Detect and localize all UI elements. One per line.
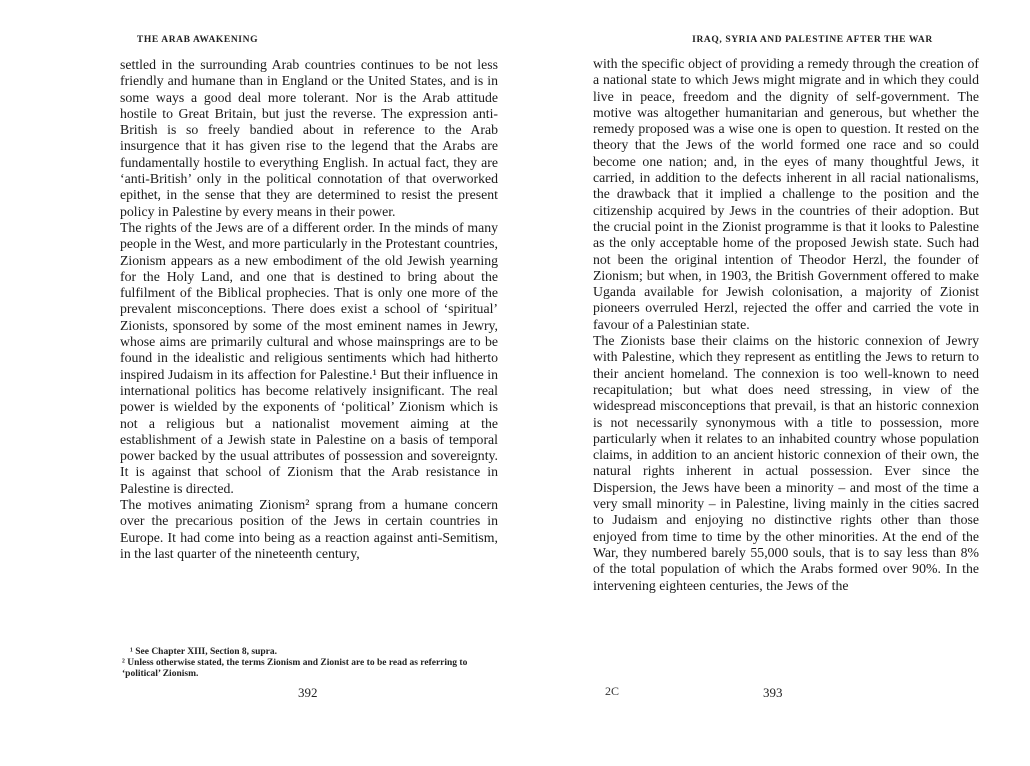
paragraph: settled in the surrounding Arab countries continues to be not less friendly and humane than in England or the United States, and is in some ways a good deal more tolerant. Nor is the Arab attitude hostile to Great Britain, but just the reverse. The expression anti-British is so freely bandied about in reference to the Arab insurgence that it has given rise to the legend that the Arabs are fundamentally hostile to everything English. In actual fact, they are ‘anti-British’ only in the political connotation of that overworked epithet, in the sense that they are determined to resist the present policy in Palestine by every means in their power. [120, 57, 498, 219]
body-text-right [593, 56, 979, 594]
paragraph: with the specific object of providing a remedy through the creation of a national state to which Jews might migrate and in which they could live in peace, freedom and the dignity of self-government. The motive was altogether humanitarian and generous, but whether the remedy proposed was a wise one is open to question. It rested on the theory that the Jews of the world formed one race and so could become one nation; and, in the eyes of many thoughtful Jews, it carried, in addition to the defects inherent in all racial nationalisms, the drawback that it implied a challenge to the position and the citizenship acquired by Jews in the countries of their adoption. But the crucial point in the Zionist programme is that it looks to Palestine as the only acceptable home of the proposed Jewish state. Such had not been the original intention of Theodor Herzl, the founder of Zionism; but when, in 1903, the British Government offered to make Uganda available for Jewish colonisation, a majority of Zionist pioneers overruled Herzl, rejected the offer and carried the vote in favour of a Palestinian state. [593, 56, 979, 332]
footnote: ¹ See Chapter XIII, Section 8, supra. [130, 647, 278, 657]
signature-mark: 2C [605, 684, 620, 698]
running-head-left: THE ARAB AWAKENING [136, 35, 259, 45]
footnote: ² Unless otherwise stated, the terms Zionism and Zionist are to be read as referring to ‘political’ Zionism. [122, 658, 468, 679]
paragraph: The Zionists base their claims on the historic connexion of Jewry with Palestine, which they represent as entitling the Jews to return to their ancient homeland. The connexion is too well-known to need recapitulation; but what does need stressing, in view of the widespread misconceptions that prevail, is that an historic connexion is not necessarily synonymous with a title to possession, more particularly when it relates to an inhabited country whose population claims, in addition to an ancient historic connexion of their own, the natural rights inherent in actual possession. Ever since the Dispersion, the Jews have been a minority – and most of the time a very small minority – in Palestine, living mainly in the cities sacred to Judaism and enjoying no distinctive rights other than those enjoyed from time to time by the other minorities. At the end of the War, they numbered barely 55,000 souls, that is to say less than 8% of the total population of which the Arabs formed over 90%. In the intervening eighteen centuries, the Jews of the [593, 333, 979, 593]
footnotes [122, 647, 500, 680]
paragraph: The rights of the Jews are of a different order. In the minds of many people in the West, and more particularly in the Protestant countries, Zionism appears as a new embodiment of the old Jewish yearning for the Holy Land, and one that is destined to bring about the fulfilment of the Biblical prophecies. That is only one more of the prevalent misconceptions. There does exist a school of ‘spiritual’ Zionists, sponsored by some of the most eminent names in Jewry, whose aims are primarily cultural and whose mainsprings are to be found in the idealistic and religious sentiments which had hitherto inspired Judaism in its affection for Palestine.¹ But their influence in international politics has become relatively insignificant. The real power is wielded by the exponents of ‘political’ Zionism which is not a religious but a nationalist movement aiming at the establishment of a Jewish state in Palestine on a basis of temporal power backed by the usual attributes of possession and sovereignty. It is against that school of Zionism that the Arab resistance in Palestine is directed. [120, 219, 498, 496]
right-page [515, 0, 1030, 766]
paragraph: The motives animating Zionism² sprang from a humane concern over the precarious position of the Jews in certain countries in Europe. It had come into being as a reaction against anti-Semitism, in the last quarter of the nineteenth century, [120, 497, 498, 561]
page-number-right: 393 [763, 685, 783, 700]
body-text-left [120, 57, 498, 562]
running-head-right: IRAQ, SYRIA AND PALESTINE AFTER THE WAR [692, 35, 933, 45]
page-number-left: 392 [298, 685, 318, 700]
